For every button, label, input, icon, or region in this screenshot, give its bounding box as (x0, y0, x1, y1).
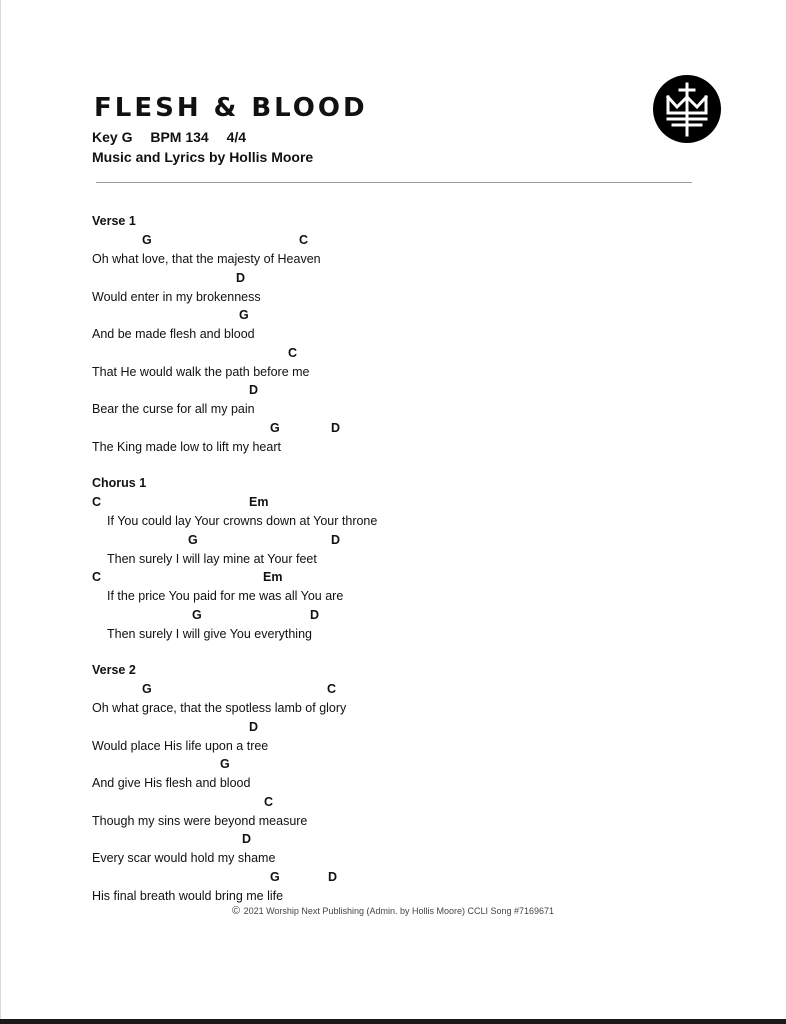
lyric: Bear the curse for all my pain (92, 402, 255, 416)
lyric: If You could lay Your crowns down at Your throne (107, 514, 378, 528)
chord: D (331, 420, 341, 435)
bottom-bar (0, 1019, 786, 1024)
song-time-signature: 4/4 (226, 129, 247, 145)
chord: G (220, 757, 230, 771)
song-line (92, 606, 692, 644)
chord: G (239, 308, 249, 322)
section-gap (92, 456, 692, 474)
song-line (92, 269, 692, 307)
chord: G (192, 607, 202, 622)
chord: Em (263, 570, 283, 584)
lyric: The King made low to lift my heart (92, 439, 281, 454)
section-verse-2 (92, 661, 692, 905)
chord: C (264, 794, 274, 809)
lyric: Oh what love, that the majesty of Heaven (92, 252, 321, 266)
song-key: Key G (92, 129, 133, 145)
chord: D (236, 270, 246, 285)
song-line (92, 755, 692, 793)
song-line (92, 381, 692, 419)
song-title: FLESH & BLOOD (94, 93, 368, 123)
header-divider (96, 182, 692, 183)
song-line (92, 493, 692, 531)
song-line (92, 718, 692, 756)
chord: D (249, 383, 259, 397)
lyric: Then surely I will give You everything (107, 626, 312, 641)
copyright-footer (0, 905, 786, 917)
lyric: His final breath would bring me life (92, 888, 284, 903)
song-line (92, 793, 692, 831)
chord: D (310, 607, 320, 622)
chord: G (188, 532, 198, 547)
section-gap (92, 643, 692, 661)
copyright-text: 2021 Worship Next Publishing (Admin. by Hollis Moore) CCLI Song #7169671 (243, 906, 555, 916)
song-line (92, 344, 692, 382)
page-edge (0, 0, 1, 1024)
cross-crown-logo-icon (653, 75, 721, 143)
lyric: And be made flesh and blood (92, 327, 255, 341)
chord: D (328, 869, 338, 884)
chord: D (242, 832, 252, 846)
chord: G (270, 869, 280, 884)
song-chart (92, 212, 692, 905)
lyric: If the price You paid for me was all You are (107, 589, 344, 603)
chord: Em (249, 495, 269, 509)
song-line (92, 830, 692, 868)
lyric: Every scar would hold my shame (92, 851, 276, 865)
song-credit: Music and Lyrics by Hollis Moore (92, 149, 314, 165)
chord: C (288, 345, 298, 360)
song-line (92, 306, 692, 344)
copyright-icon: © (231, 905, 241, 917)
chord: C (92, 495, 102, 509)
song-line (92, 868, 692, 906)
chord: C (327, 682, 337, 696)
lyric: And give His flesh and blood (92, 776, 251, 790)
song-line (92, 568, 692, 606)
chord: G (270, 420, 280, 435)
chord: G (142, 682, 152, 696)
song-line (92, 531, 692, 569)
song-meta (92, 129, 260, 146)
song-line (92, 231, 692, 269)
lyric: Though my sins were beyond measure (92, 813, 308, 828)
chord: G (142, 233, 152, 247)
lyric: That He would walk the path before me (92, 364, 310, 379)
song-bpm: BPM 134 (150, 129, 209, 145)
song-line (92, 419, 692, 457)
lyric: Oh what grace, that the spotless lamb of glory (92, 701, 347, 715)
chord: D (249, 719, 259, 734)
lyric: Then surely I will lay mine at Your feet (107, 551, 317, 566)
section-chorus-1 (92, 474, 692, 643)
section-label: Verse 2 (92, 663, 136, 677)
section-label: Chorus 1 (92, 476, 147, 490)
chord: C (299, 233, 309, 247)
chord: D (331, 532, 341, 547)
lyric: Would enter in my brokenness (92, 289, 261, 304)
section-label: Verse 1 (92, 214, 136, 228)
section-verse-1 (92, 212, 692, 456)
chord: C (92, 570, 102, 584)
lyric: Would place His life upon a tree (92, 738, 269, 753)
song-line (92, 680, 692, 718)
